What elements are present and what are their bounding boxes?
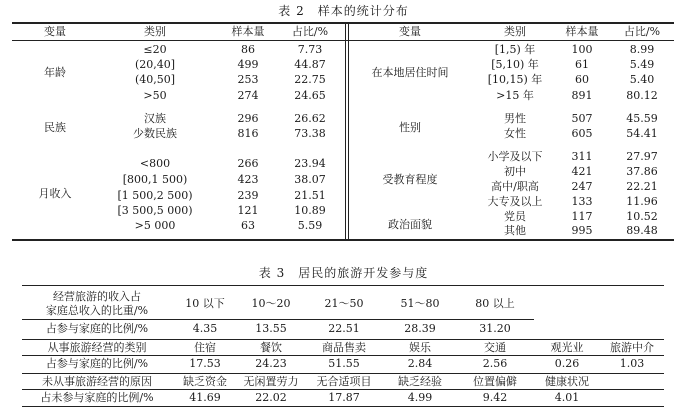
t2-cell: 253: [237, 73, 259, 86]
t3-s2-value: 0.26: [554, 357, 580, 370]
table2-caption: 表 2 样本的统计分布: [278, 4, 409, 18]
t2-cell: 117: [571, 210, 593, 223]
t2-cell: 499: [237, 58, 259, 71]
t2-var-education: 受教育程度: [382, 173, 438, 186]
t3-s3-label: 未从事旅游经营的原因: [42, 375, 152, 388]
t2-cell: [1,5) 年: [494, 43, 536, 56]
t2-var-residence: 在本地居住时间: [371, 66, 449, 79]
t2-header-var: 变量: [44, 25, 66, 38]
t2-cell: 男性: [504, 112, 526, 125]
t2-header-cat: 类别: [144, 25, 166, 38]
t2-cell: 5.40: [629, 73, 655, 86]
t2-cell: 党员: [504, 210, 526, 223]
table2-center-divider: [345, 23, 346, 239]
t2-cell: 60: [575, 73, 589, 86]
t2-cell: 汉族: [144, 112, 166, 125]
t2-cell: 10.52: [626, 210, 658, 223]
t2-cell: 266: [237, 157, 259, 170]
t2-cell: 小学及以下: [487, 150, 543, 163]
t2-cell: 11.96: [626, 195, 658, 208]
t3-s3-col: 缺乏资金: [183, 375, 227, 388]
table2-top-rule: [12, 22, 674, 24]
t3-s3-col: 缺乏经验: [398, 375, 442, 388]
t3-s2-col: 娱乐: [409, 341, 431, 354]
t2-cell: 大专及以上: [487, 195, 543, 208]
t2-cell: 10.89: [294, 204, 326, 217]
table2-header-rule: [12, 40, 674, 41]
t3-s2-col: 餐饮: [260, 341, 282, 354]
t2-header-n: 样本量: [231, 25, 265, 38]
t2-header-n-right: 样本量: [565, 25, 599, 38]
table2-bottom-rule: [12, 239, 674, 241]
t2-cell: 7.73: [297, 43, 323, 56]
t2-cell: 133: [571, 195, 593, 208]
table2-center-divider-2: [348, 23, 349, 239]
t2-cell: 311: [571, 150, 593, 163]
t3-s3-col: 位置偏僻: [473, 375, 517, 388]
t2-cell: [800,1 500): [122, 173, 188, 186]
table3-bottom-rule: [22, 406, 664, 407]
t3-s1-col: 51～80: [400, 297, 440, 310]
t2-cell: 89.48: [626, 224, 658, 237]
t2-header-var-right: 变量: [399, 25, 421, 38]
t2-cell: 45.59: [626, 112, 658, 125]
t2-cell: 5.49: [629, 58, 655, 71]
t3-s1-label-line1: 经营旅游的收入占: [53, 290, 141, 303]
t3-s1-value: 28.39: [404, 322, 436, 335]
t3-s2-value: 2.56: [482, 357, 508, 370]
t2-cell: 54.41: [626, 127, 658, 140]
t3-s3-value: 17.87: [328, 391, 360, 404]
t2-cell: 421: [571, 165, 593, 178]
t2-cell: >15 年: [496, 89, 534, 102]
t3-s1-col: 21～50: [324, 297, 364, 310]
table3-rule: [22, 373, 664, 374]
t2-cell: 37.86: [626, 165, 658, 178]
t3-s2-value: 2.84: [407, 357, 433, 370]
t2-cell: 816: [237, 127, 259, 140]
t2-header-cat-right: 类别: [504, 25, 526, 38]
t3-s3-col: 无合适项目: [316, 375, 372, 388]
t2-cell: 296: [237, 112, 259, 125]
t3-s2-row-label: 占参与家庭的比例/%: [45, 357, 149, 370]
t2-var-ethnic: 民族: [44, 121, 66, 134]
t2-cell: 26.62: [294, 112, 326, 125]
t3-s3-value: 9.42: [482, 391, 508, 404]
t3-s3-col: 无闲置劳力: [243, 375, 299, 388]
t3-s3-value: 4.99: [407, 391, 433, 404]
t3-s2-value: 17.53: [189, 357, 221, 370]
t2-cell: 24.65: [294, 89, 326, 102]
t2-cell: 121: [237, 204, 259, 217]
t2-header-pct: 占比/%: [291, 25, 329, 38]
t3-s2-value: 1.03: [619, 357, 645, 370]
t2-cell: 100: [571, 43, 593, 56]
t2-cell: 247: [571, 180, 593, 193]
t3-s2-value: 51.55: [328, 357, 360, 370]
t2-cell: 44.87: [294, 58, 326, 71]
t3-s3-row-label: 占未参与家庭的比例/%: [40, 391, 154, 404]
t3-s3-col: 健康状况: [545, 375, 589, 388]
t3-s2-col: 住宿: [194, 341, 216, 354]
t2-cell: 605: [571, 127, 593, 140]
t2-cell: 21.51: [294, 189, 326, 202]
table3-rule: [22, 355, 664, 356]
t3-s1-row-label: 占参与家庭的比例/%: [45, 322, 149, 335]
t2-cell: 507: [571, 112, 593, 125]
t2-cell: 高中/职高: [491, 180, 539, 193]
t3-s1-col: 10 以下: [185, 297, 225, 310]
table3-rule: [22, 319, 534, 320]
t3-s2-col: 商品售卖: [322, 341, 366, 354]
t2-cell: 61: [575, 58, 589, 71]
t2-var-age: 年龄: [44, 66, 66, 79]
table3-caption: 表 3 居民的旅游开发参与度: [258, 266, 429, 280]
t2-cell: 27.97: [626, 150, 658, 163]
t2-cell: 423: [237, 173, 259, 186]
t2-cell: 86: [241, 43, 255, 56]
t2-header-pct-right: 占比/%: [623, 25, 661, 38]
t2-cell: 22.21: [626, 180, 658, 193]
t3-s2-col: 旅游中介: [610, 341, 654, 354]
t2-cell: >5 000: [134, 219, 176, 232]
table3-top-rule: [22, 285, 664, 286]
t2-var-political: 政治面貌: [388, 218, 432, 231]
t3-s3-value: 4.01: [554, 391, 580, 404]
t2-cell: [1 500,2 500): [117, 189, 193, 202]
t2-cell: (40,50]: [134, 73, 176, 86]
t2-cell: 初中: [504, 165, 526, 178]
t2-cell: <800: [139, 157, 171, 170]
t2-cell: [3 500,5 000): [117, 204, 193, 217]
table3-rule: [22, 339, 664, 340]
t2-var-income: 月收入: [38, 187, 72, 200]
t3-s1-label-line2: 家庭总收入的比重/%: [45, 304, 149, 317]
t3-s3-value: 41.69: [189, 391, 221, 404]
t2-cell: (20,40]: [134, 58, 176, 71]
t2-cell: 女性: [504, 127, 526, 140]
t3-s1-col: 10～20: [251, 297, 291, 310]
t3-s3-value: 22.02: [255, 391, 287, 404]
t2-cell: 63: [241, 219, 255, 232]
t3-s1-value: 13.55: [255, 322, 287, 335]
t3-s1-value: 31.20: [479, 322, 511, 335]
t3-s1-value: 4.35: [192, 322, 218, 335]
t2-cell: ≤20: [143, 43, 167, 56]
t3-s2-col: 交通: [484, 341, 506, 354]
t2-cell: 995: [571, 224, 593, 237]
t3-s1-value: 22.51: [328, 322, 360, 335]
t2-var-gender: 性别: [399, 121, 421, 134]
t2-cell: 少数民族: [133, 127, 177, 140]
t3-s1-col: 80 以上: [475, 297, 515, 310]
t3-s2-label: 从事旅游经营的类别: [47, 341, 147, 354]
t2-cell: 891: [571, 89, 593, 102]
t2-cell: 80.12: [626, 89, 658, 102]
t2-cell: 73.38: [294, 127, 326, 140]
t2-cell: >50: [143, 89, 167, 102]
t2-cell: [10,15) 年: [487, 73, 543, 86]
t2-cell: 其他: [504, 224, 526, 237]
t3-s2-col: 观光业: [550, 341, 584, 354]
t2-cell: [5,10) 年: [491, 58, 539, 71]
t2-cell: 8.99: [629, 43, 655, 56]
t2-cell: 5.59: [297, 219, 323, 232]
t2-cell: 23.94: [294, 157, 326, 170]
t3-s2-value: 24.23: [255, 357, 287, 370]
t2-cell: 22.75: [294, 73, 326, 86]
t2-cell: 274: [237, 89, 259, 102]
table3-rule: [22, 389, 664, 390]
t2-cell: 239: [237, 189, 259, 202]
t2-cell: 38.07: [294, 173, 326, 186]
